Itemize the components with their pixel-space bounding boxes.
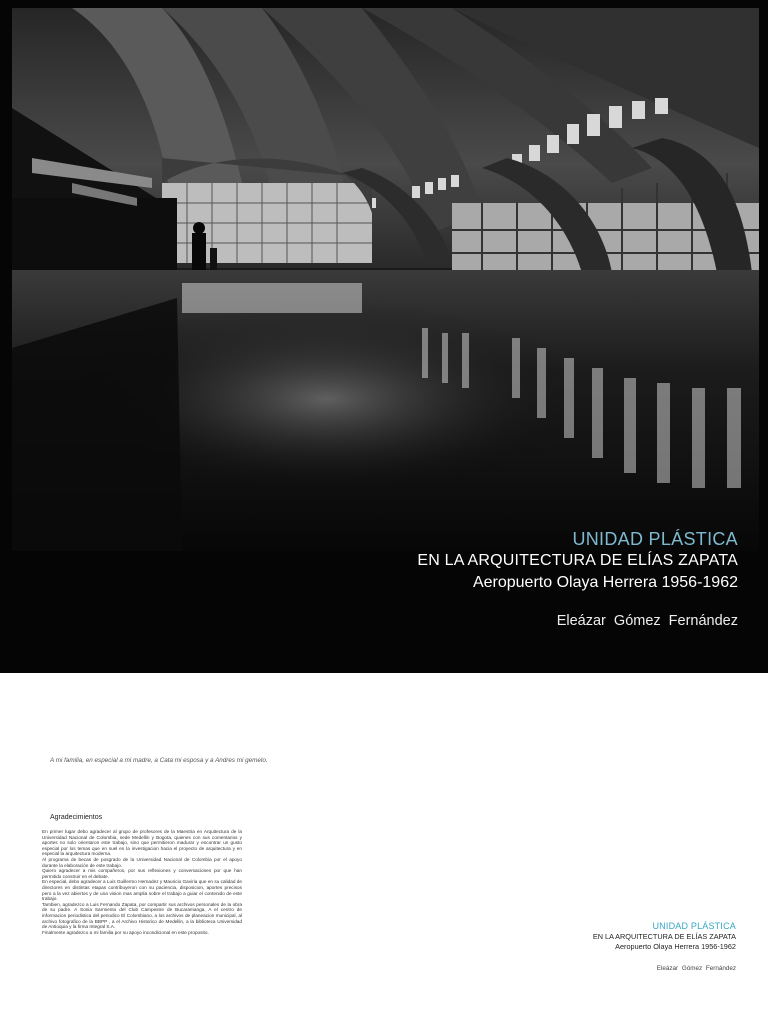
acknowledgements-heading: Agradecimientos: [50, 814, 103, 821]
cover-author: Eleázar Gómez Fernández: [556, 613, 738, 629]
cover-project: Aeropuerto Olaya Herrera 1956-1962: [472, 574, 738, 591]
ack-paragraph: Tambien, agradezco a Luis Fernando Zapata, por compartir sus archivos personales de la obra de su padre. A Sonia Sarmiento del Club Campestre de Bucaramanga, A el centro de informacion periodistica del periodico El Colombiano, a los archivos de planeacion municipal, al archivo fotografico de la BBPP , a el Archivo Historico de Medellin, a la biblioteca Universidad de Antioquia y la firma Integral S.A.: [42, 901, 242, 930]
inner-title-block: [593, 922, 736, 972]
inner-title: UNIDAD PLÁSTICA: [652, 921, 736, 931]
acknowledgements-body: [42, 829, 242, 935]
ack-paragraph: Al programa de becas de posgrado de la Universidad Nacional de Colombia por el apoyo durante la elaboración de este trabajo.: [42, 856, 242, 868]
cover-title-block: [417, 530, 738, 629]
cover-subtitle: EN LA ARQUITECTURA DE ELÍAS ZAPATA: [417, 552, 738, 569]
ack-paragraph: Quiero agradecer a mis compañeros, por sus reflexiones y conversaciones por que han permitido construir en el debate.: [42, 868, 242, 879]
cover-photo: [12, 8, 759, 551]
cover-title: UNIDAD PLÁSTICA: [572, 529, 738, 549]
inner-project: Aeropuerto Olaya Herrera 1956-1962: [615, 942, 736, 952]
inner-author: Eleázar Gómez Fernández: [656, 964, 736, 972]
inner-subtitle: EN LA ARQUITECTURA DE ELÍAS ZAPATA: [592, 932, 736, 941]
ack-paragraph: En primer lugar debo agradecer al grupo de profesores de la Maestria en Arquitectura de la Universidad Nacional de Colombia, sede Medellin y Bogota, quienes con sus comentarios y aportes no solo orientaron este trabajo, sino que permitieron madurar y encontrar un gusto especial por los temas que en suel en la investigacion hacia el proyecto de arquitectura y en especial la arquitectura moderna.: [42, 829, 242, 857]
ack-paragraph: En especial, debo agradecer a Luis Guillermo Hernadez y Mauricio Gaviria que en su calidad de directores en distintas etapas contribuyeron con su paciencia, disposicion, aportes precisos pero a la vez abiertos y de una vision mas amplia sobre el trabajo a guiar el contenido de este trabajo.: [42, 879, 242, 902]
ack-paragraph: Finalmente agradezco a mi familia por su apoyo incondicional en este proposito.: [42, 929, 209, 935]
dedication: A mi familia, en especial a mi madre, a Cata mi esposa y a Andres mi gemelo.: [50, 757, 268, 764]
